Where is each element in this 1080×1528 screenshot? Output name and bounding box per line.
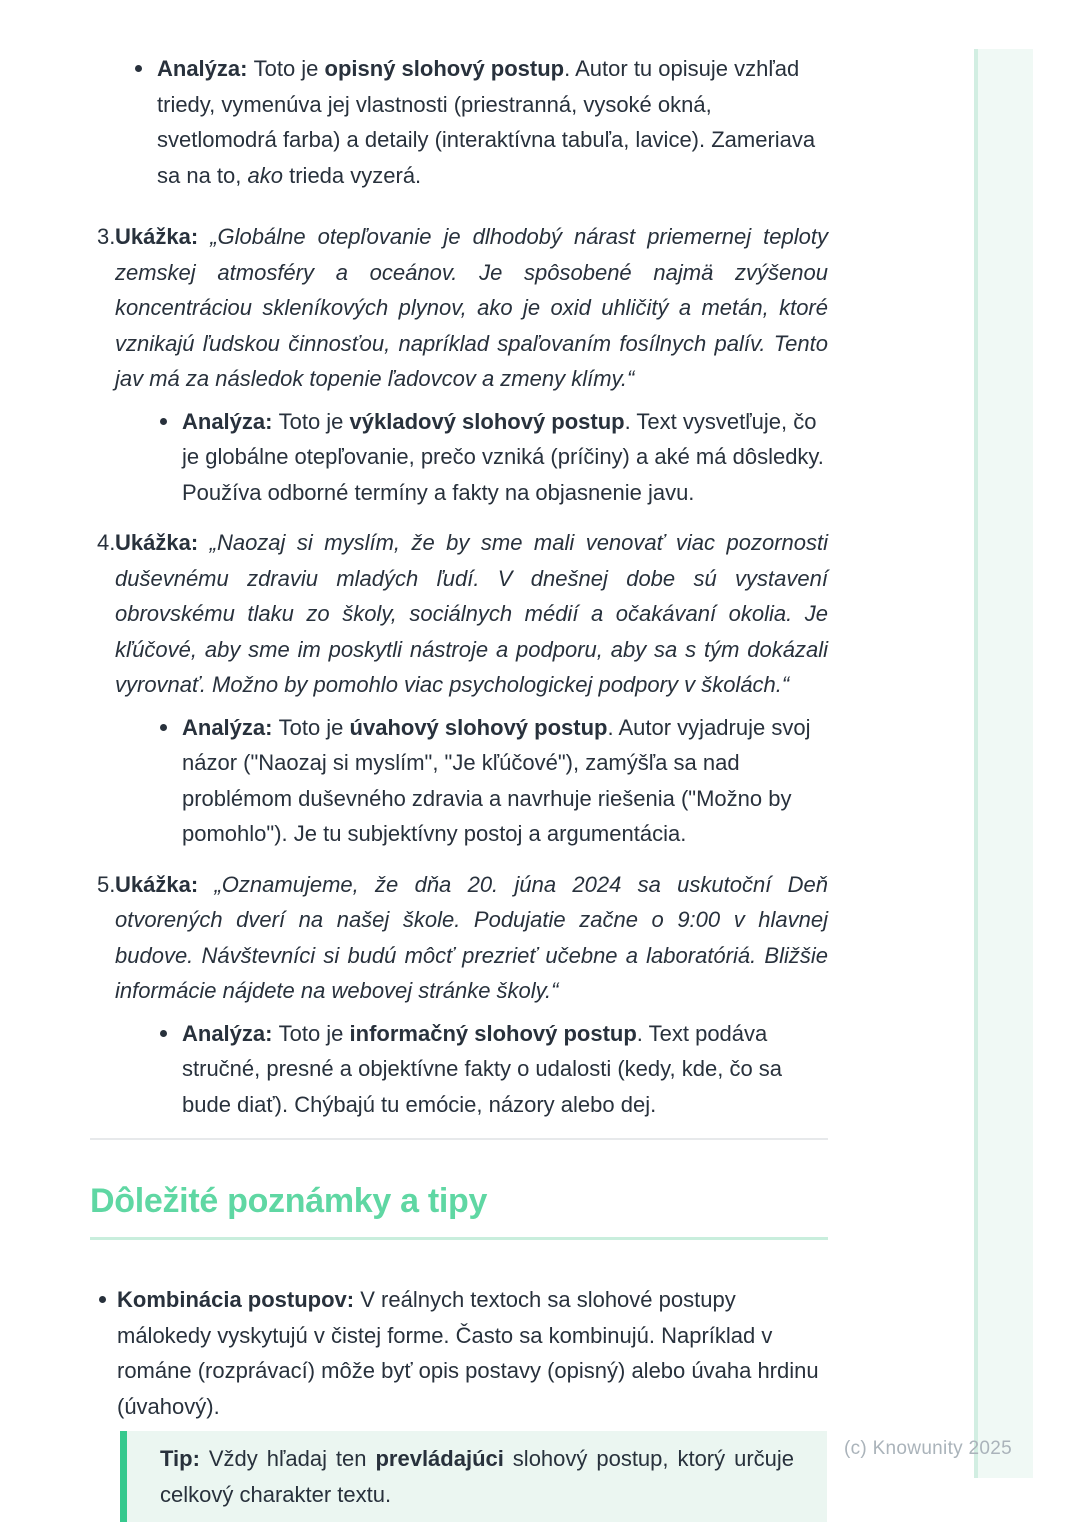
bullet-dot-icon [160,1030,167,1037]
list-number: 4. [97,530,116,555]
tip-callout [120,1431,827,1522]
section-divider [90,1138,828,1140]
example-quote-text: Ukážka: „Oznamujeme, že dňa 20. júna 2024 sa uskutoční Deň otvorených dverí na našej škole. Podujatie začne o 9:00 v hlavnej budove. Návštevníci si budú môcť prezrieť učebne a laboratóriá. Bližšie informácie nájdete na webovej stránke školy.“ [115,871,828,1003]
analysis-text: Analýza: Toto je opisný slohový postup. Autor tu opisuje vzhľad triedy, vymenúva jej vlastnosti (priestranná, vysoké okná, svetlomodrá farba) a detaily (interaktívna tabuľa, lavice). Zameriava sa na to, ako trieda vyzerá. [157,56,816,188]
analysis-bullet-item [90,51,828,193]
bullet-dot-icon [160,724,167,731]
note-bullet-item [90,1282,828,1424]
analysis-text: Analýza: Toto je výkladový slohový postup. Text vysvetľuje, čo je globálne otepľovanie, prečo vzniká (príčiny) a aké má dôsledky. Používa odborné termíny a fakty na objasnenie javu. [182,408,824,505]
numbered-example-item [90,219,828,510]
analysis-bullet-item [115,1016,828,1123]
example-quote-text: Ukážka: „Globálne otepľovanie je dlhodobý nárast priemernej teploty zemskej atmosféry a oceánov. Je spôsobené najmä zvýšenou koncentráciou skleníkových plynov, ako je oxid uhličitý a metán, ktoré vznikajú ľudskou činnosťou, napríklad spaľovaním fosílnych palív. Tento jav má za následok topenie ľadovcov a zmeny klímy.“ [115,224,828,391]
bullet-dot-icon [160,418,167,425]
page-side-strip [974,49,1033,1478]
document-content [90,51,828,1522]
analysis-bullet-item [115,710,828,852]
note-text: Kombinácia postupov: V reálnych textoch sa slohové postupy málokedy vyskytujú v čistej forme. Často sa kombinujú. Napríklad v románe (rozprávací) môže byť opis postavy (opisný) alebo úvaha hrdinu (úvahový). [117,1287,819,1419]
list-number: 5. [97,871,116,897]
example-quote-text: Ukážka: „Naozaj si myslím, že by sme mali venovať viac pozornosti duševnému zdraviu mladých ľudí. V dnešnej dobe sú vystavení obrovskému tlaku zo školy, sociálnych médií a očakávaní okolia. Je kľúčové, aby sme im poskytli nástroje a podporu, aby sa s tým dokázali vyrovnať. Možno by pomohlo viac psychologickej podpory v školách.“ [115,530,828,697]
bullet-dot-icon [99,1296,106,1303]
section-heading: Dôležité poznámky a tipy [90,1178,828,1240]
bullet-dot-icon [135,65,142,72]
analysis-text: Analýza: Toto je informačný slohový postup. Text podáva stručné, presné a objektívne fakty o udalosti (kedy, kde, čo sa bude diať). Chýbajú tu emócie, názory alebo dej. [182,1020,783,1117]
analysis-text: Analýza: Toto je úvahový slohový postup. Autor vyjadruje svoj názor ("Naozaj si myslím", "Je kľúčové"), zamýšľa sa nad problémom duševného zdravia a navrhuje riešenia ("Možno by pomohlo"). Je tu subjektívny postoj a argumentácia. [182,714,811,846]
list-number: 3. [97,224,116,249]
numbered-example-item [90,525,828,852]
watermark: (c) Knowunity 2025 [843,1438,1012,1459]
numbered-example-item [90,867,828,1123]
analysis-bullet-item [115,404,828,511]
tip-text: Tip: Vždy hľadaj ten prevládajúci slohový postup, ktorý určuje celkový charakter textu. [160,1446,795,1507]
